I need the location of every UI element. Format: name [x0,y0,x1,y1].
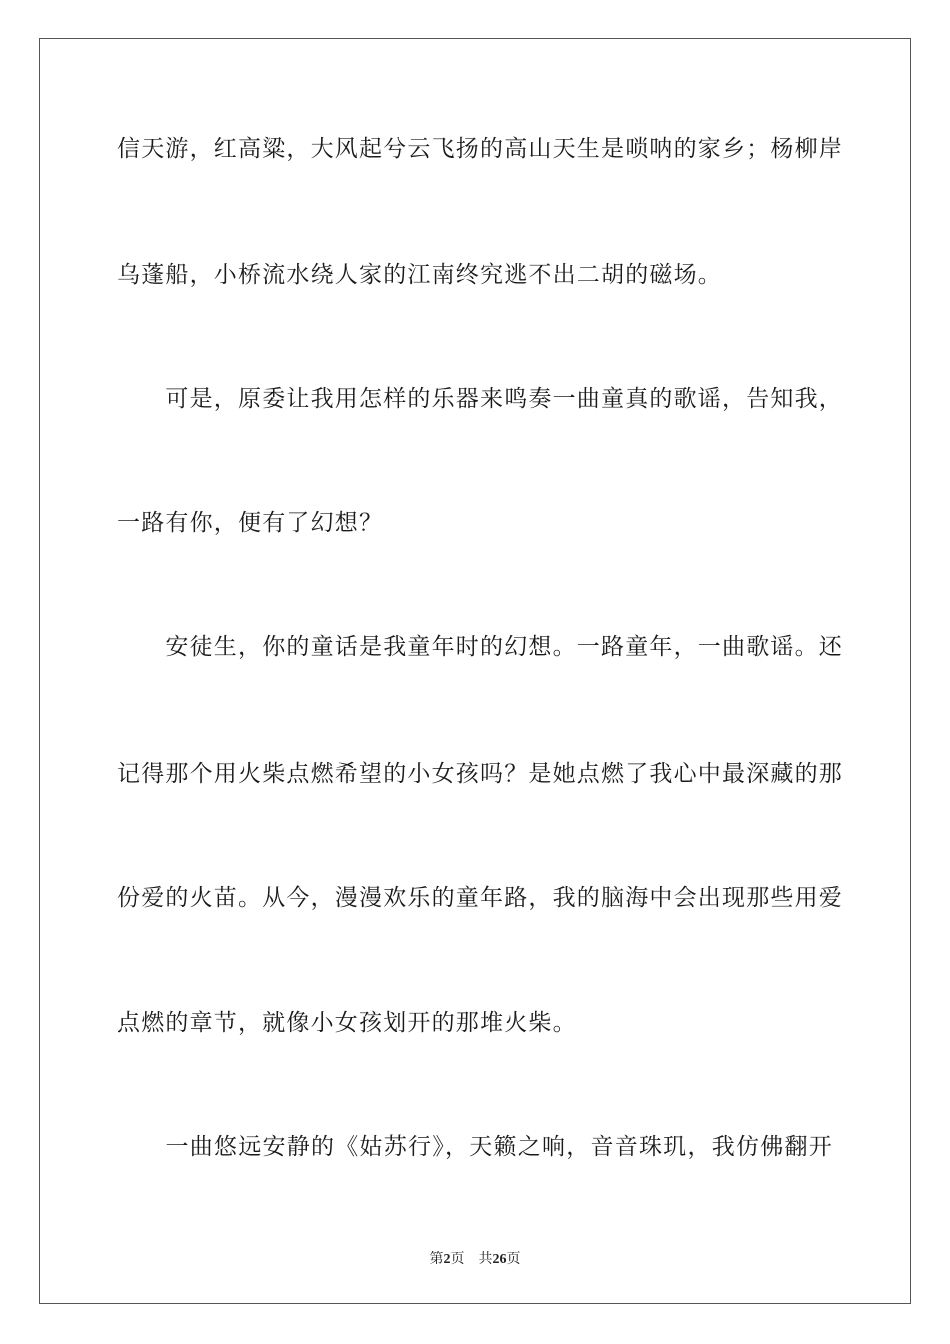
page-number: 2 [443,1252,451,1267]
page-footer [0,1250,950,1269]
page-border [39,38,911,1304]
text-line-7: 份爱的火苗。从今，漫漫欢乐的童年路，我的脑海中会出现那些用爱 [117,885,843,911]
page-prefix: 第 [429,1251,444,1267]
total-suffix: 页 [506,1251,521,1267]
page-suffix: 页 [450,1251,465,1267]
text-line-5: 安徒生，你的童话是我童年时的幻想。一路童年，一曲歌谣。还 [117,634,843,660]
total-prefix: 共 [478,1251,493,1267]
text-line-3: 可是，原委让我用怎样的乐器来鸣奏一曲童真的歌谣，告知我， [117,386,843,412]
text-line-2: 乌蓬船，小桥流水绕人家的江南终究逃不出二胡的磁场。 [117,262,722,288]
text-line-8: 点燃的章节，就像小女孩划开的那堆火柴。 [117,1010,577,1036]
text-line-1: 信天游，红高粱，大风起兮云飞扬的高山天生是唢呐的家乡；杨柳岸 [117,136,843,162]
text-line-6: 记得那个用火柴点燃希望的小女孩吗？是她点燃了我心中最深藏的那 [117,761,843,787]
text-line-9: 一曲悠远安静的《姑苏行》，天籁之响，音音珠玑，我仿佛翻开 [117,1134,833,1160]
total-pages: 26 [492,1252,507,1267]
text-line-4: 一路有你，便有了幻想？ [117,510,384,536]
